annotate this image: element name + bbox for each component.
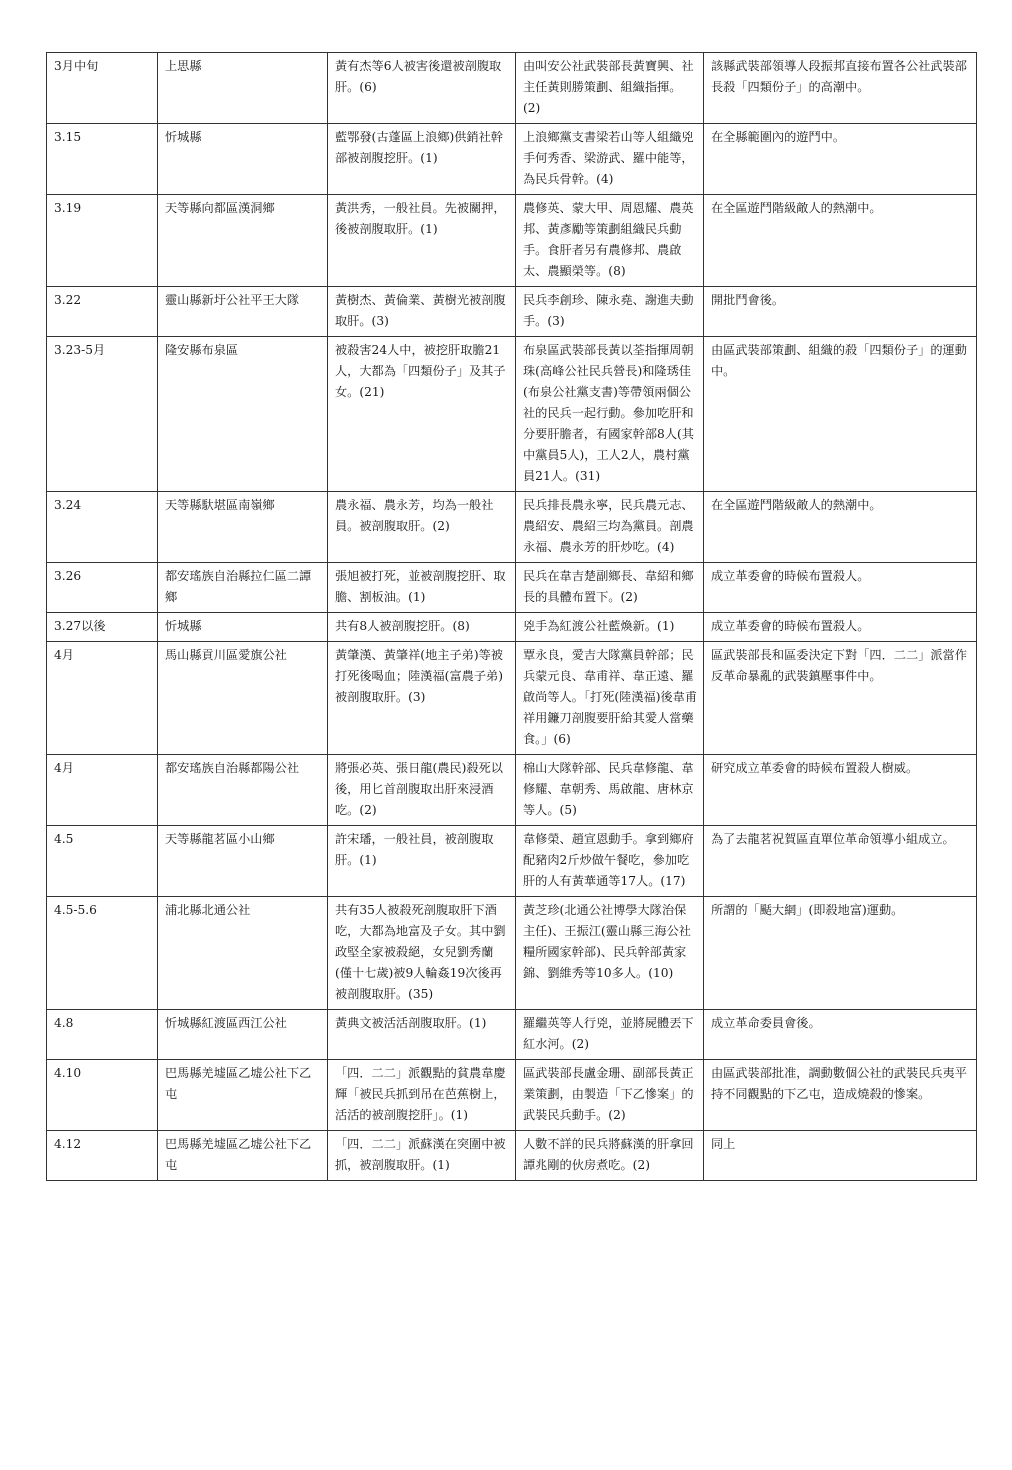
place-cell: 馬山縣貢川區愛旗公社 — [158, 642, 328, 755]
context-cell: 開批鬥會後。 — [704, 287, 977, 337]
date-cell: 3月中旬 — [47, 53, 158, 124]
place-cell: 巴馬縣羌墟區乙墟公社下乙屯 — [158, 1060, 328, 1131]
victims-cell: 黃肇漢、黃肇祥(地主子弟)等被打死後喝血；陸漢福(富農子弟)被剖腹取肝。(3) — [328, 642, 516, 755]
context-cell: 由區武裝部批准，調動數個公社的武裝民兵夷平持不同觀點的下乙屯，造成燒殺的慘案。 — [704, 1060, 977, 1131]
table-row — [47, 563, 977, 613]
victims-cell: 將張必英、張日龍(農民)殺死以後，用匕首剖腹取出肝來浸酒吃。(2) — [328, 755, 516, 826]
date-cell: 3.26 — [47, 563, 158, 613]
context-cell: 同上 — [704, 1131, 977, 1181]
context-cell: 為了去龍茗祝賀區直單位革命領導小組成立。 — [704, 826, 977, 897]
table-row — [47, 53, 977, 124]
context-cell: 所謂的「颳大網」(即殺地富)運動。 — [704, 897, 977, 1010]
perpetrators-cell: 農修英、蒙大甲、周恩耀、農英邦、黃彥勵等策劃組織民兵動手。食肝者另有農修邦、農啟太、農顯榮等。(8) — [516, 195, 704, 287]
place-cell: 忻城縣 — [158, 124, 328, 195]
date-cell: 4.12 — [47, 1131, 158, 1181]
place-cell: 天等縣龍茗區小山鄉 — [158, 826, 328, 897]
perpetrators-cell: 民兵李創珍、陳永堯、謝進夫動手。(3) — [516, 287, 704, 337]
date-cell: 4.8 — [47, 1010, 158, 1060]
place-cell: 忻城縣紅渡區西江公社 — [158, 1010, 328, 1060]
perpetrators-cell: 民兵在韋吉楚副鄉長、韋紹和鄉長的具體布置下。(2) — [516, 563, 704, 613]
table-row — [47, 287, 977, 337]
place-cell: 都安瑤族自治縣拉仁區二譚鄉 — [158, 563, 328, 613]
context-cell: 在全區遊鬥階級敵人的熱潮中。 — [704, 492, 977, 563]
date-cell: 4月 — [47, 755, 158, 826]
perpetrators-cell: 人數不詳的民兵將蘇漢的肝拿回譚兆剛的伙房煮吃。(2) — [516, 1131, 704, 1181]
date-cell: 4.5 — [47, 826, 158, 897]
victims-cell: 共有8人被剖腹挖肝。(8) — [328, 613, 516, 642]
table-row — [47, 897, 977, 1010]
table-row — [47, 755, 977, 826]
victims-cell: 被殺害24人中，被挖肝取膽21人，大都為「四類份子」及其子女。(21) — [328, 337, 516, 492]
date-cell: 4月 — [47, 642, 158, 755]
table-row — [47, 124, 977, 195]
place-cell: 巴馬縣羌墟區乙墟公社下乙屯 — [158, 1131, 328, 1181]
perpetrators-cell: 區武裝部長盧金珊、副部長黃正業策劃，由製造「下乙慘案」的武裝民兵動手。(2) — [516, 1060, 704, 1131]
date-cell: 4.5-5.6 — [47, 897, 158, 1010]
context-cell: 研究成立革委會的時候布置殺人樹威。 — [704, 755, 977, 826]
perpetrators-cell: 上浪鄉黨支書梁若山等人組織兇手何秀香、梁游武、羅中能等，為民兵骨幹。(4) — [516, 124, 704, 195]
context-cell: 成立革委會的時候布置殺人。 — [704, 613, 977, 642]
victims-cell: 黃典文被活活剖腹取肝。(1) — [328, 1010, 516, 1060]
context-cell: 該縣武裝部領導人段振邦直接布置各公社武裝部長殺「四類份子」的高潮中。 — [704, 53, 977, 124]
victims-cell: 張旭被打死，並被剖腹挖肝、取膽、割板油。(1) — [328, 563, 516, 613]
context-cell: 由區武裝部策劃、組織的殺「四類份子」的運動中。 — [704, 337, 977, 492]
incident-table-body — [47, 53, 977, 1181]
place-cell: 隆安縣布泉區 — [158, 337, 328, 492]
perpetrators-cell: 韋修榮、趙宣恩動手。拿到鄉府配豬肉2斤炒做午餐吃，參加吃肝的人有黃華通等17人。(17) — [516, 826, 704, 897]
perpetrators-cell: 布泉區武裝部長黃以荃指揮周朝珠(高峰公社民兵營長)和隆琇佳(布泉公社黨支書)等帶領兩個公社的民兵一起行動。參加吃肝和分要肝膽者，有國家幹部8人(其中黨員5人)，工人2人，農村黨員21人。(31) — [516, 337, 704, 492]
table-row — [47, 1060, 977, 1131]
victims-cell: 「四．二二」派觀點的貧農韋慶輝「被民兵抓到吊在芭蕉樹上，活活的被剖腹挖肝」。(1) — [328, 1060, 516, 1131]
table-row — [47, 642, 977, 755]
context-cell: 在全縣範圍內的遊鬥中。 — [704, 124, 977, 195]
date-cell: 3.23-5月 — [47, 337, 158, 492]
table-row — [47, 195, 977, 287]
table-row — [47, 492, 977, 563]
table-row — [47, 826, 977, 897]
victims-cell: 許宋璠，一般社員，被剖腹取肝。(1) — [328, 826, 516, 897]
place-cell: 忻城縣 — [158, 613, 328, 642]
perpetrators-cell: 黃芝珍(北通公社博學大隊治保主任)、王振江(靈山縣三海公社糧所國家幹部)、民兵幹部黃家錦、劉維秀等10多人。(10) — [516, 897, 704, 1010]
incident-table — [46, 52, 977, 1181]
date-cell: 3.19 — [47, 195, 158, 287]
perpetrators-cell: 民兵排長農永寧，民兵農元志、農紹安、農紹三均為黨員。剖農永福、農永芳的肝炒吃。(4) — [516, 492, 704, 563]
victims-cell: 共有35人被殺死剖腹取肝下酒吃，大都為地富及子女。其中劉政堅全家被殺絕，女兒劉秀蘭(僅十七歲)被9人輪姦19次後再被剖腹取肝。(35) — [328, 897, 516, 1010]
date-cell: 4.10 — [47, 1060, 158, 1131]
victims-cell: 黃樹杰、黃倫業、黃樹光被剖腹取肝。(3) — [328, 287, 516, 337]
victims-cell: 黃有杰等6人被害後還被剖腹取肝。(6) — [328, 53, 516, 124]
place-cell: 上思縣 — [158, 53, 328, 124]
perpetrators-cell: 羅繼英等人行兇，並將屍體丟下紅水河。(2) — [516, 1010, 704, 1060]
perpetrators-cell: 棉山大隊幹部、民兵韋修龍、韋修耀、韋朝秀、馬啟龍、唐林京等人。(5) — [516, 755, 704, 826]
date-cell: 3.24 — [47, 492, 158, 563]
place-cell: 天等縣馱堪區南嶺鄉 — [158, 492, 328, 563]
victims-cell: 「四．二二」派蘇漢在突圍中被抓，被剖腹取肝。(1) — [328, 1131, 516, 1181]
perpetrators-cell: 覃永良，愛吉大隊黨員幹部；民兵蒙元良、韋甫祥、韋正遠、羅啟尚等人。「打死(陸漢福)後韋甫祥用鐮刀剖腹要肝給其愛人當藥食。」(6) — [516, 642, 704, 755]
place-cell: 都安瑤族自治縣都陽公社 — [158, 755, 328, 826]
place-cell: 靈山縣新圩公社平王大隊 — [158, 287, 328, 337]
context-cell: 成立革命委員會後。 — [704, 1010, 977, 1060]
table-row — [47, 613, 977, 642]
perpetrators-cell: 兇手為紅渡公社藍煥新。(1) — [516, 613, 704, 642]
victims-cell: 黃洪秀，一般社員。先被關押，後被剖腹取肝。(1) — [328, 195, 516, 287]
context-cell: 成立革委會的時候布置殺人。 — [704, 563, 977, 613]
place-cell: 浦北縣北通公社 — [158, 897, 328, 1010]
date-cell: 3.27以後 — [47, 613, 158, 642]
table-row — [47, 337, 977, 492]
place-cell: 天等縣向都區漢洞鄉 — [158, 195, 328, 287]
table-row — [47, 1131, 977, 1181]
date-cell: 3.22 — [47, 287, 158, 337]
table-row — [47, 1010, 977, 1060]
perpetrators-cell: 由叫安公社武裝部長黃寶興、社主任黃則勝策劃、組織指揮。(2) — [516, 53, 704, 124]
victims-cell: 藍鄂發(古蓬區上浪鄉)供銷社幹部被剖腹挖肝。(1) — [328, 124, 516, 195]
date-cell: 3.15 — [47, 124, 158, 195]
victims-cell: 農永福、農永芳，均為一般社員。被剖腹取肝。(2) — [328, 492, 516, 563]
context-cell: 在全區遊鬥階級敵人的熱潮中。 — [704, 195, 977, 287]
context-cell: 區武裝部長和區委決定下對「四．二二」派當作反革命暴亂的武裝鎮壓事件中。 — [704, 642, 977, 755]
